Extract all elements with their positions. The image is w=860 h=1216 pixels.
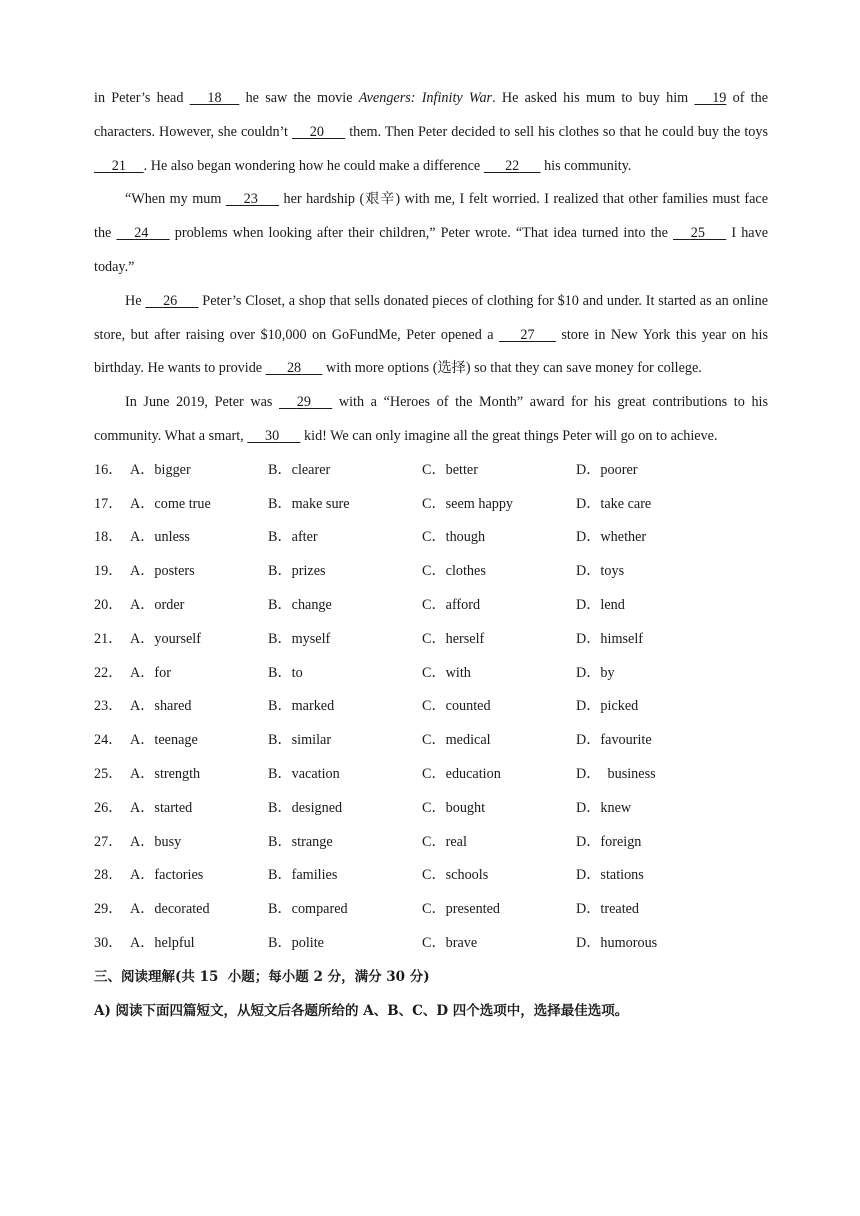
blank-22: 22	[505, 157, 520, 174]
options-row	[94, 927, 768, 961]
option-b: B．prizes	[268, 563, 326, 580]
option-b: B．myself	[268, 630, 331, 647]
passage-text: He	[125, 292, 146, 309]
options-list	[94, 454, 768, 961]
option-d: D．stations	[576, 867, 644, 884]
question-number: 17．	[94, 495, 123, 512]
blank-19: 19	[712, 90, 727, 106]
blank-27: 27	[520, 326, 535, 343]
options-row	[94, 826, 768, 860]
options-row	[94, 690, 768, 724]
option-a: A．started	[130, 799, 193, 816]
option-c: C．though	[422, 529, 486, 546]
option-c: C．afford	[422, 596, 481, 613]
question-number: 24．	[94, 732, 123, 749]
blank-28: 28	[286, 360, 302, 377]
option-a: A．bigger	[130, 461, 191, 478]
question-number: 22．	[94, 664, 123, 681]
option-c: C．seem happy	[422, 495, 514, 512]
options-row	[94, 893, 768, 927]
document-page	[94, 82, 768, 1028]
passage-text: kid! We can only imagine all the great things Peter will go on to achieve.	[300, 427, 718, 444]
question-number: 19．	[94, 563, 123, 580]
option-d: D． business	[576, 765, 656, 782]
options-row	[94, 657, 768, 691]
question-number: 18．	[94, 529, 123, 546]
question-number: 25．	[94, 765, 123, 782]
option-c: C．medical	[422, 732, 491, 749]
option-b: B．change	[268, 596, 332, 613]
section-instruction: A) 阅读下面四篇短文，从短文后各题所给的 A、B、C、D 四个选项中，选择最佳选项。	[94, 1002, 629, 1019]
option-b: B．designed	[268, 799, 343, 816]
passage-text: his community.	[540, 157, 632, 174]
option-d: D．foreign	[576, 833, 642, 850]
option-b: B．marked	[268, 698, 335, 715]
passage-text: “When my mum	[125, 191, 226, 208]
option-c: C．education	[422, 765, 501, 782]
passage-paragraph-2	[94, 183, 768, 284]
option-d: D．whether	[576, 529, 647, 546]
question-number: 21．	[94, 630, 123, 647]
option-a: A．factories	[130, 867, 204, 884]
passage-text: with more options (选择) so that they can save money for college.	[322, 360, 702, 377]
section-heading: 三、阅读理解(共 15 小题；每小题 2 分，满分 30 分)	[94, 968, 430, 985]
passage-paragraph-3	[94, 285, 768, 386]
option-c: C．counted	[422, 698, 491, 715]
blank-26: 26	[163, 292, 178, 309]
options-row	[94, 521, 768, 555]
option-d: D．take care	[576, 495, 652, 512]
option-d: D．lend	[576, 596, 625, 613]
passage-text: Peter’s Closet, a shop that sells donated pieces of clothing for $10 and under. It started as an online store, but after raising over $10,000 on GoFundMe, Peter opened a	[94, 292, 769, 343]
option-a: A．come true	[130, 495, 211, 512]
options-row	[94, 555, 768, 589]
passage-text: of the characters. However, she couldn’t	[94, 90, 768, 140]
blank-18: 18	[207, 90, 222, 106]
passage-paragraph-1	[94, 82, 768, 183]
passage-text: . He also began wondering how he could make a difference	[143, 157, 484, 174]
option-c: C．schools	[422, 867, 489, 884]
option-b: B．to	[268, 664, 303, 681]
option-b: B．strange	[268, 833, 333, 850]
options-row	[94, 792, 768, 826]
option-a: A．posters	[130, 563, 195, 580]
options-row	[94, 488, 768, 522]
option-d: D．by	[576, 664, 615, 681]
option-c: C．bought	[422, 799, 486, 816]
blank-24: 24	[134, 225, 149, 242]
option-a: A．yourself	[130, 630, 201, 647]
option-d: D．picked	[576, 698, 639, 715]
option-c: C．real	[422, 833, 467, 850]
blank-21: 21	[111, 157, 126, 174]
question-number: 28．	[94, 867, 123, 884]
blank-25: 25	[690, 225, 705, 242]
passage-text: problems when looking after their children,” Peter wrote. “That idea turned into the	[169, 225, 674, 242]
passage-text: store in New York this year on his birthday. He wants to provide	[94, 326, 768, 377]
options-row	[94, 454, 768, 488]
option-c: C．brave	[422, 934, 478, 951]
option-a: A．order	[130, 596, 185, 613]
passage-text: In June 2019, Peter was	[125, 394, 280, 411]
options-row	[94, 758, 768, 792]
options-row	[94, 724, 768, 758]
question-number: 29．	[94, 901, 123, 918]
passage-text: . He asked his mum to buy him	[492, 90, 695, 106]
option-b: B．vacation	[268, 765, 340, 782]
option-a: A．strength	[130, 765, 201, 782]
option-d: D．treated	[576, 901, 640, 918]
options-row	[94, 859, 768, 893]
question-number: 27．	[94, 833, 123, 850]
question-number: 26．	[94, 799, 123, 816]
question-number: 30．	[94, 934, 123, 951]
option-d: D．toys	[576, 563, 625, 580]
option-b: B．make sure	[268, 495, 350, 512]
blank-29: 29	[296, 394, 311, 411]
passage-text: them. Then Peter decided to sell his clothes so that he could buy the toys	[345, 123, 768, 140]
option-a: A．for	[130, 664, 171, 681]
option-b: B．after	[268, 529, 318, 546]
passage-text: with a “Heroes of the Month” award for his great contributions to his community. What a smart,	[94, 394, 768, 444]
option-d: D．humorous	[576, 934, 658, 951]
option-b: B．compared	[268, 901, 348, 918]
option-d: D．knew	[576, 799, 632, 816]
option-a: A．shared	[130, 698, 192, 715]
passage-text: her hardship (艰辛) with me, I felt worried. I realized that other families must face the	[94, 191, 768, 242]
option-a: A．helpful	[130, 934, 195, 951]
option-d: D．poorer	[576, 461, 638, 478]
blank-23: 23	[243, 191, 258, 208]
blank-30: 30	[265, 427, 280, 444]
option-d: D．favourite	[576, 732, 652, 749]
passage-text: in Peter’s head	[94, 90, 190, 106]
option-a: A．decorated	[130, 901, 210, 918]
option-a: A．unless	[130, 529, 190, 546]
option-d: D．himself	[576, 630, 643, 647]
option-b: B．similar	[268, 732, 332, 749]
option-c: C．herself	[422, 630, 485, 647]
option-c: C．with	[422, 664, 471, 681]
options-row	[94, 589, 768, 623]
passage-text: he saw the movie	[239, 90, 359, 106]
option-b: B．families	[268, 867, 338, 884]
option-c: C．presented	[422, 901, 501, 918]
option-c: C．clothes	[422, 563, 486, 580]
movie-title: Avengers: Infinity War	[358, 90, 493, 106]
options-row	[94, 623, 768, 657]
option-a: A．busy	[130, 833, 182, 850]
blank-20: 20	[309, 123, 324, 140]
question-number: 23．	[94, 698, 123, 715]
question-number: 20．	[94, 596, 123, 613]
passage-paragraph-4	[94, 386, 768, 454]
option-a: A．teenage	[130, 732, 198, 749]
option-b: B．polite	[268, 934, 324, 951]
option-b: B．clearer	[268, 461, 331, 478]
passage-text: I have today.”	[94, 225, 768, 275]
question-number: 16．	[94, 461, 123, 478]
option-c: C．better	[422, 461, 478, 478]
